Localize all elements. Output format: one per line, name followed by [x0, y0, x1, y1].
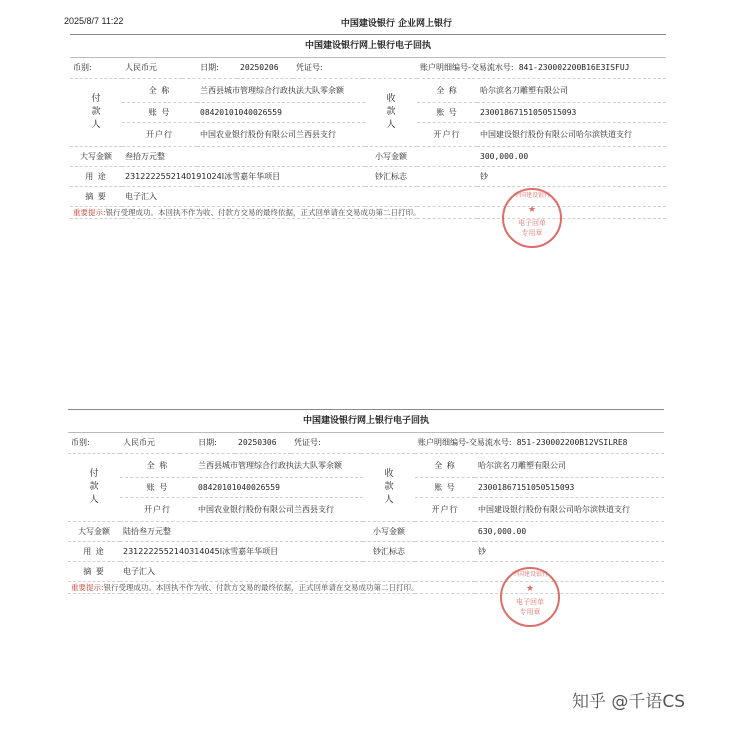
receipt-title: 中国建设银行网上银行电子回执 [68, 410, 664, 433]
star-icon: ★ [525, 584, 535, 594]
summary-label: 摘 要 [68, 562, 120, 582]
amount-words-label: 大写金额 [70, 147, 122, 167]
summary-value: 电子汇入 [120, 562, 664, 582]
serial-value: 851-230002200B12VSILRE8 [516, 438, 628, 448]
voucher-label: 凭证号: [293, 58, 363, 78]
purpose-value: 2312222552140314045I冰雪嘉年华项目 [120, 542, 363, 562]
purpose-label: 用 途 [68, 542, 120, 562]
payer-label: 付款人 [68, 454, 120, 522]
payee-account-label: 账 号 [415, 478, 475, 498]
purpose-label: 用 途 [70, 167, 122, 187]
amount-label: 小写金额 [363, 522, 475, 542]
seal-stamp: 中国建设银行 ★ 电子回单 专用章 [500, 567, 560, 627]
voucher-value [363, 58, 417, 78]
cash-flag-value: 钞 [475, 542, 664, 562]
payer-name: 兰西县城市管理综合行政执法大队零余额 [197, 79, 365, 103]
summary-value: 电子汇入 [122, 187, 666, 207]
notice: 重要提示:银行受理成功。本回执不作为收、付款方交易的最终依据，正式回单请在交易成功第二日打印。 [70, 207, 666, 219]
date-label: 日期: [182, 58, 237, 78]
currency-value: 人民币元 [122, 58, 182, 78]
payer-bank-label: 开户行 [120, 498, 195, 522]
payer-name-label: 全 称 [120, 454, 195, 478]
currency-label: 币别: [68, 433, 120, 453]
payer-name-label: 全 称 [122, 79, 197, 103]
amount-value: 630,000.00 [475, 522, 664, 542]
party-table [70, 79, 666, 220]
star-icon: ★ [527, 205, 537, 215]
payer-bank: 中国农业银行股份有限公司兰西县支行 [197, 123, 365, 147]
payer-account: 08420101040026559 [195, 478, 363, 498]
payee-bank-label: 开户行 [415, 498, 475, 522]
watermark: 知乎 @千语CS [572, 692, 686, 712]
amount-words-label: 大写金额 [68, 522, 120, 542]
payee-name: 哈尔滨名刀雕塑有限公司 [477, 79, 666, 103]
amount-words: 叁拾万元整 [122, 147, 365, 167]
date-label: 日期: [180, 433, 235, 453]
payee-account: 23001867151050515093 [475, 478, 664, 498]
voucher-value [361, 433, 415, 453]
print-datetime: 2025/8/7 11:22 [64, 16, 124, 26]
payer-account-label: 账 号 [122, 103, 197, 123]
payee-bank-label: 开户行 [417, 123, 477, 147]
payer-bank: 中国农业银行股份有限公司兰西县支行 [195, 498, 363, 522]
cash-flag-value: 钞 [477, 167, 666, 187]
voucher-label: 凭证号: [291, 433, 361, 453]
payee-bank: 中国建设银行股份有限公司哈尔滨铁道支行 [475, 498, 664, 522]
amount-words: 陆拾叁万元整 [120, 522, 363, 542]
payee-name: 哈尔滨名刀雕塑有限公司 [475, 454, 664, 478]
receipt-2 [68, 409, 664, 594]
amount-label: 小写金额 [365, 147, 477, 167]
payee-name-label: 全 称 [415, 454, 475, 478]
purpose-value: 2312222552140191024I冰雪嘉年华项目 [122, 167, 365, 187]
payer-account: 08420101040026559 [197, 103, 365, 123]
serial-label: 账户明细编号-交易流水号: [418, 438, 512, 448]
payee-bank: 中国建设银行股份有限公司哈尔滨铁道支行 [477, 123, 666, 147]
serial-value: 841-230002200B16E3ISFUJ [518, 63, 630, 73]
payee-account-label: 账 号 [417, 103, 477, 123]
serial-label: 账户明细编号-交易流水号: [420, 63, 514, 73]
payee-account: 23001867151050515093 [477, 103, 666, 123]
payee-label: 收款人 [365, 79, 417, 147]
receipt-table [70, 58, 666, 79]
receipt-1 [70, 34, 666, 219]
summary-label: 摘 要 [70, 187, 122, 207]
notice: 重要提示:银行受理成功。本回执不作为收、付款方交易的最终依据，正式回单请在交易成功第二日打印。 [68, 582, 664, 594]
amount-value: 300,000.00 [477, 147, 666, 167]
date-value: 20250206 [237, 58, 293, 78]
cash-flag-label: 钞汇标志 [363, 542, 475, 562]
payer-name: 兰西县城市管理综合行政执法大队零余额 [195, 454, 363, 478]
currency-value: 人民币元 [120, 433, 180, 453]
payee-label: 收款人 [363, 454, 415, 522]
payer-label: 付款人 [70, 79, 122, 147]
seal-stamp: 中国建设银行 ★ 电子回单 专用章 [502, 188, 562, 248]
receipt-table [68, 433, 664, 454]
cash-flag-label: 钞汇标志 [365, 167, 477, 187]
payee-name-label: 全 称 [417, 79, 477, 103]
party-table [68, 454, 664, 595]
page-header-title: 中国建设银行 企业网上银行 [340, 19, 453, 29]
receipt-title: 中国建设银行网上银行电子回执 [70, 35, 666, 58]
payer-bank-label: 开户行 [122, 123, 197, 147]
payer-account-label: 账 号 [120, 478, 195, 498]
currency-label: 币别: [70, 58, 122, 78]
date-value: 20250306 [235, 433, 291, 453]
